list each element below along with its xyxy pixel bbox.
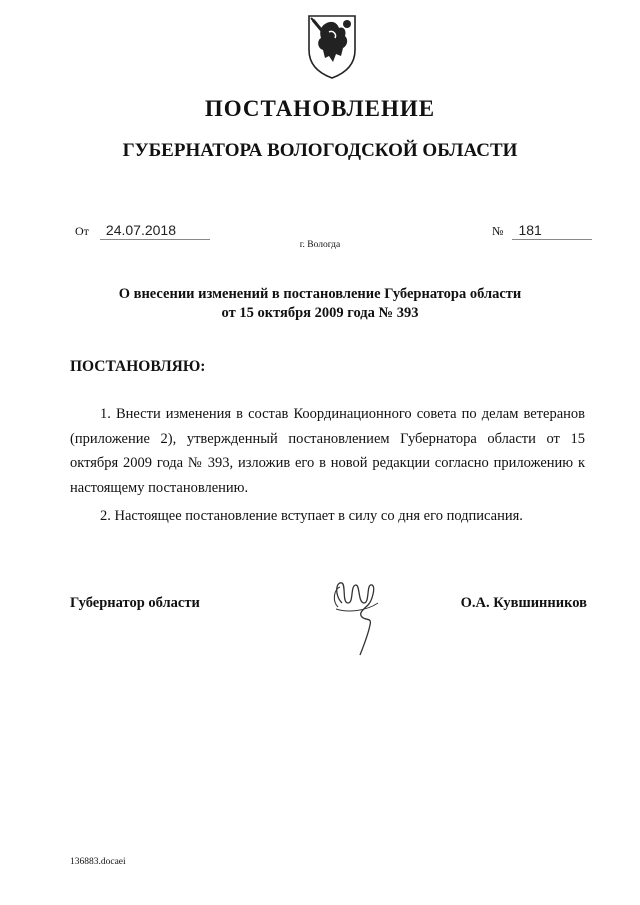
signer-name: О.А. Кувшинников <box>460 595 587 611</box>
signer-position: Губернатор области <box>70 595 200 611</box>
paragraph-1: 1. Внести изменения в состав Координационного совета по делам ветеранов (приложение 2), утвержденный постановлением Губернатора области от 15 октября 2009 года № 393, изложив его в новой редакции согласно приложению к настоящему постановлению. <box>70 406 585 496</box>
city: г. Вологда <box>299 240 341 250</box>
subject-line-2: от 15 октября 2009 года № 393 <box>221 305 419 321</box>
number-value: 181 <box>518 222 542 238</box>
signature-icon <box>328 573 388 658</box>
document-title: ПОСТАНОВЛЕНИЕ <box>204 96 436 121</box>
date-prefix: От <box>75 224 89 238</box>
subject-heading <box>0 285 640 323</box>
date-value: 24.07.2018 <box>105 222 176 238</box>
date-underline <box>100 222 210 240</box>
document-body <box>70 402 585 529</box>
date-field <box>75 222 210 240</box>
document-subtitle: ГУБЕРНАТОРА ВОЛОГОДСКОЙ ОБЛАСТИ <box>122 140 518 161</box>
decree-word: ПОСТАНОВЛЯЮ: <box>70 358 206 375</box>
number-field <box>492 222 592 240</box>
number-prefix: № <box>492 224 504 238</box>
coat-of-arms-icon <box>303 10 361 82</box>
paragraph-2: 2. Настоящее постановление вступает в силу со дня его подписания. <box>100 508 523 524</box>
number-underline <box>512 222 592 240</box>
subject-line-1: О внесении изменений в постановление Губернатора области <box>118 286 522 302</box>
footer-file-name: 136883.docaei <box>70 857 126 867</box>
